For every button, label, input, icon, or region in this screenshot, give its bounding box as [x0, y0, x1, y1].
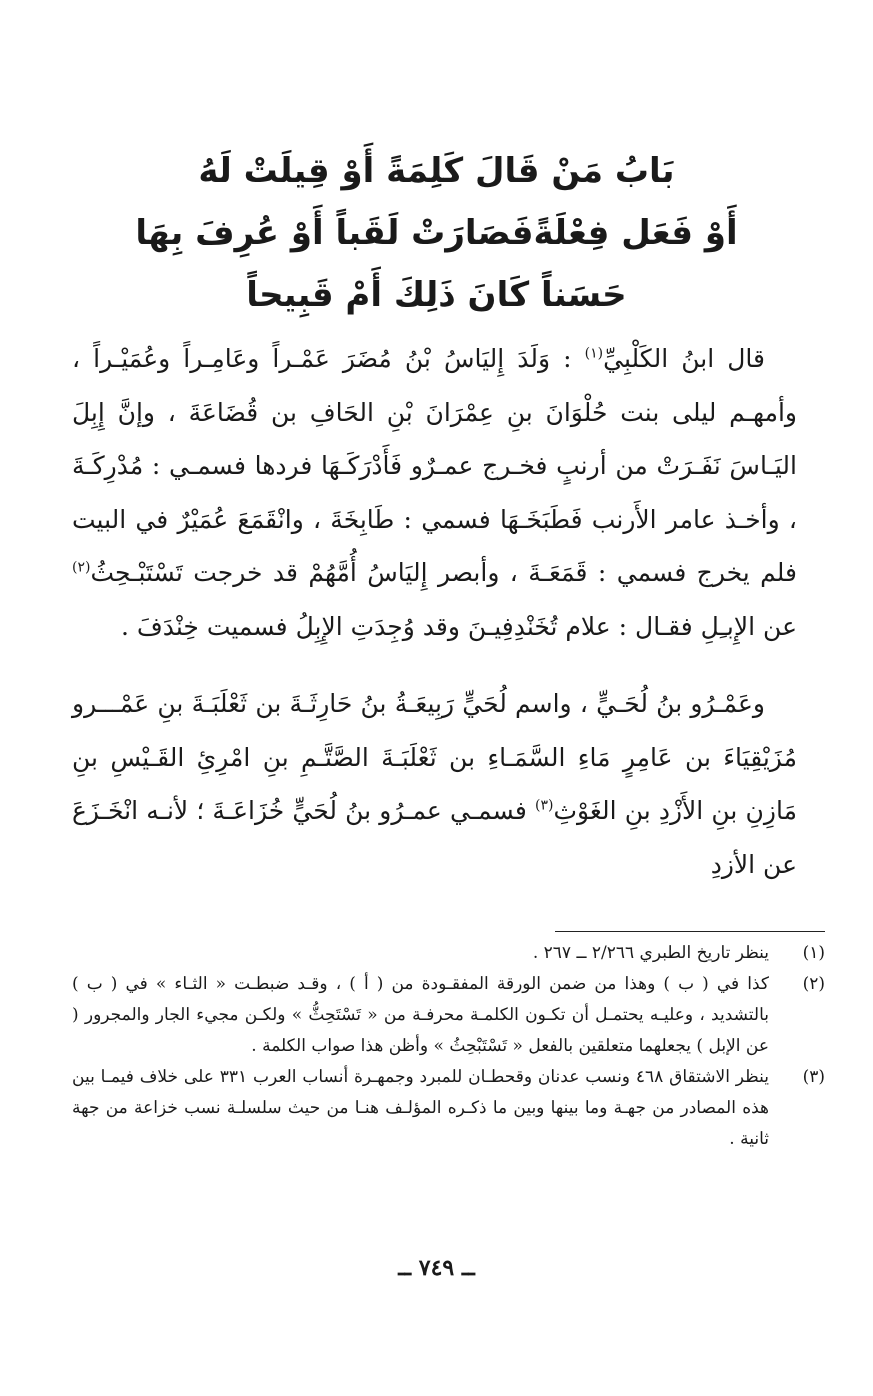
paragraph-1	[72, 332, 797, 653]
paragraph-1-text-c: عن الإِبـِلِ فقـال : علام تُخَنْدِفِيـنَ وقد وُجِدَتِ الإِبِلُ فسميت خِنْدَفَ .	[120, 611, 797, 641]
paragraph-2	[72, 677, 797, 891]
footnote-ref-3: (٣)	[535, 797, 554, 814]
chapter-title	[80, 140, 793, 326]
footnote-divider	[555, 931, 825, 932]
footnotes	[72, 938, 825, 1155]
footnote-ref-2: (٢)	[72, 559, 91, 576]
paragraph-1-text-b: : وَلَدَ إِليَاسُ بْنُ مُضَرَ عَمْـراً وعَامِـراً وعُمَيْـراً ، وأمهـم ليلى بنت حُلْوَانَ بنِ عِمْرَانَ بْنِ الحَافِ بن قُضَاعَةَ ، وإنَّ إِبِلَ اليَـاسَ نَفَـرَتْ من أرنبٍ فخـرج عمـرٌو فَأَدْرَكَـهَا فردها فسمـي : مُدْرِكَـةَ ، وأخـذ عامر الأَرنب فَطَبَخَـهَا فسمي : طَابِخَةَ ، وانْقَمَعَ عُمَيْرٌ في البيت فلم يخرج فسمي : قَمَعَـةَ ، وأبصر إِليَاسُ أُمَّهُمْ قد خرجت تَسْتَبْـحِثُ	[72, 344, 797, 587]
paragraph-2-text-a: وعَمْـرُو بنُ لُحَـيٍّ ، واسم لُحَيٍّ رَبِيعَـةُ بنُ حَارِثَـةَ بن ثَعْلَبَـةَ بنِ عَمْـــرو مُزَيْقِيَاءَ بن عَامِرٍ مَاءِ السَّمَـاءِ بن ثَعْلَبَـةَ الصَّتَّـمِ بنِ امْرِئِ القَـيْسِ بنِ مَازِنِ بنِ الأَزْدِ بنِ الغَوْثِ	[72, 689, 797, 825]
page-number: ــ ٧٤٩ ــ	[398, 1255, 475, 1281]
footnote-ref-1: (١)	[584, 345, 604, 362]
main-text	[72, 332, 797, 891]
paragraph-1-text-a: قال ابنُ الكَلْبِيِّ	[603, 344, 765, 373]
footnote-number: (٢)	[802, 974, 825, 994]
footnote-1	[72, 938, 825, 969]
footnote-text: ينظر تاريخ الطبري ٢/٢٦٦ ــ ٢٦٧ .	[532, 943, 769, 963]
footnote-3	[72, 1062, 825, 1155]
footnote-text: ينظر الاشتقاق ٤٦٨ ونسب عدنان وقحطـان للمبرد وجمهـرة أنساب العرب ٣٣١ على خلاف فيمـا بين هذه المصادر من جهـة وما بينها وبين ما ذكـره المؤلـف هنـا من حيث سلسلـة نسب خزاعة من جهة ثانية .	[72, 1067, 769, 1149]
chapter-title-line-2: أَوْ فَعَل فِعْلَةًفَصَارَتْ لَقَباً أَوْ عُرِفَ بِهَا	[135, 213, 738, 253]
footnote-text: كذا في ( ب ) وهذا من ضمن الورقة المفقـودة من ( أ ) ، وقـد ضبطـت « الثـاء » في ( ب ) بالتشديد ، وعليـه يحتمـل أن تكـون الكلمـة محرفـة من « تَسْتَحِثُّ » ولكـن مجيء الجار والمجرور ( عن الإبل ) يجعلهما متعلقين بالفعل « تَسْتَبْحِثُ » وأظن هذا صواب الكلمة .	[72, 974, 769, 1056]
chapter-title-line-1: بَابُ مَنْ قَالَ كَلِمَةً أَوْ قِيلَتْ لَهُ	[198, 151, 675, 191]
footnote-number: (٣)	[802, 1067, 825, 1087]
footnote-number: (١)	[802, 943, 825, 963]
chapter-title-line-3: حَسَناً كَانَ ذَلِكَ أَمْ قَبِيحاً	[246, 275, 627, 315]
footnote-2	[72, 969, 825, 1062]
paragraph-2-text-b: فسمـي عمـرُو بنُ لُحَيٍّ خُزَاعَـةَ ؛ لأنـه انْخَـزَعَ عن الأزدِ	[72, 796, 797, 879]
